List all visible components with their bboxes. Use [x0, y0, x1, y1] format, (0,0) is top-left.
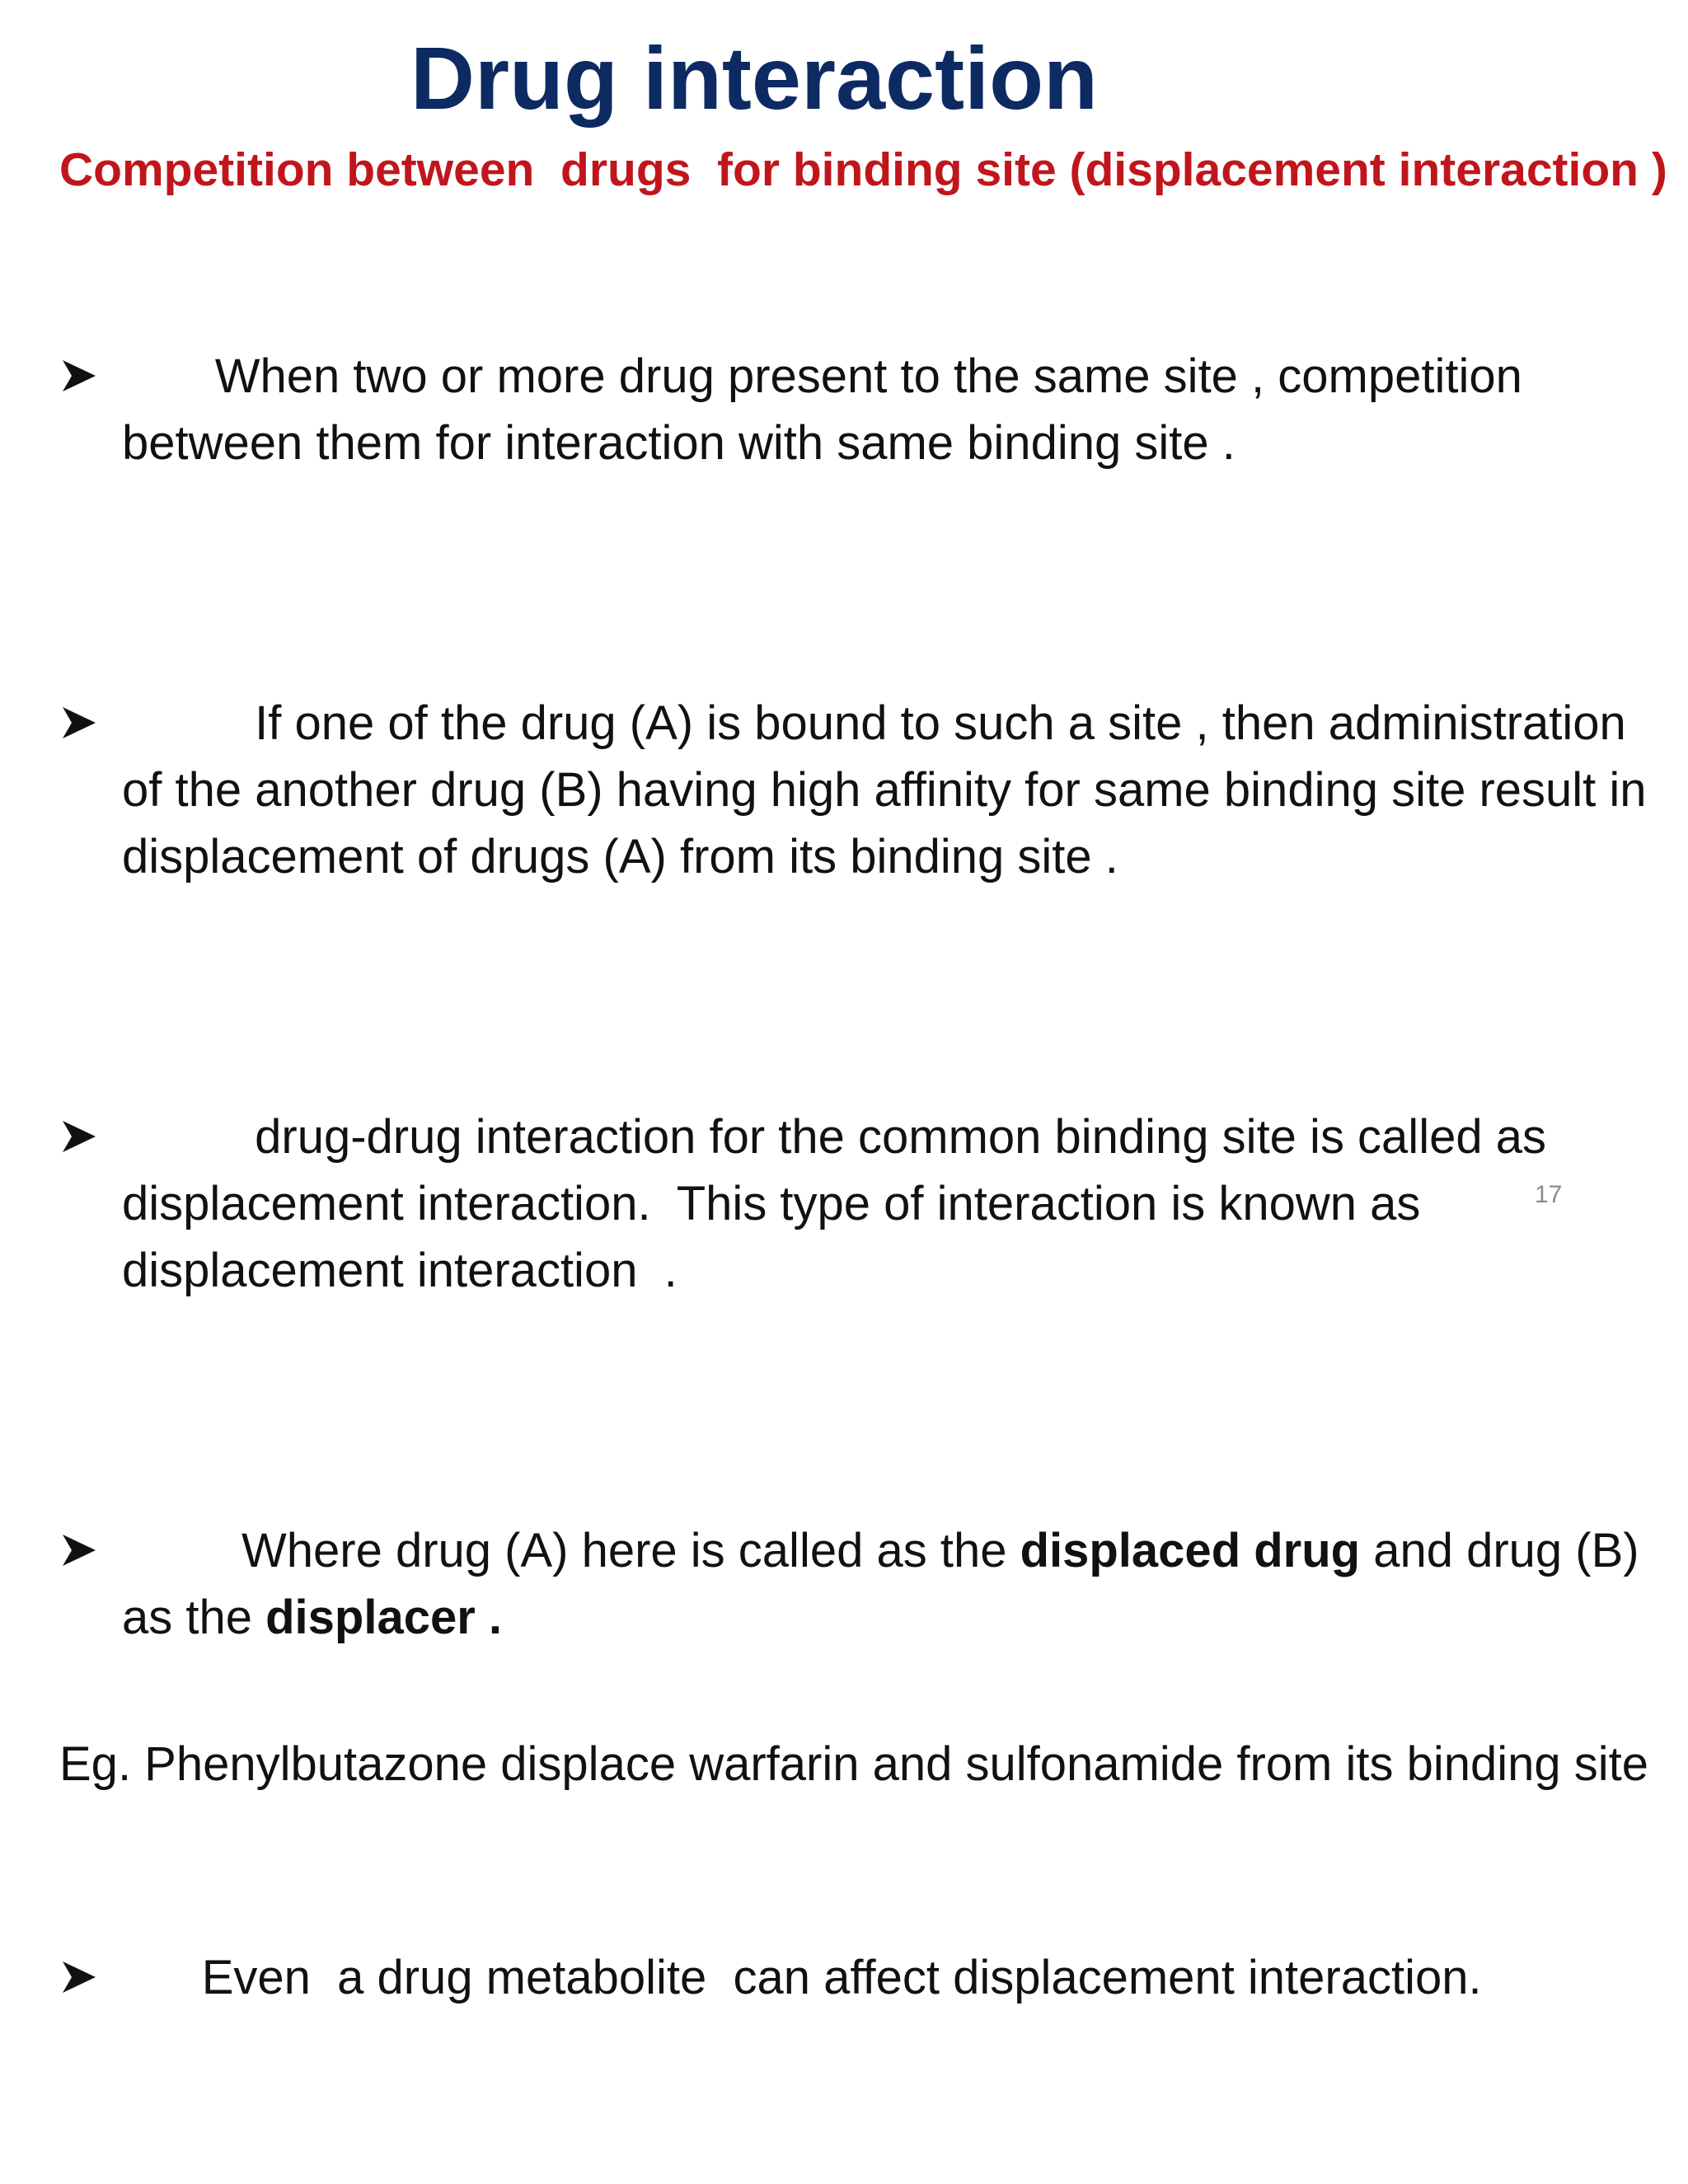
bullet-text: When two or more drug present to the same site , competition between them for interaction with same binding site .	[122, 349, 1536, 470]
bullet-item	[59, 1811, 1675, 2078]
arrowhead-bullet-icon	[59, 973, 99, 1031]
page-title: Drug interaction	[410, 28, 1099, 128]
bullet-text: Even a drug metabolite can affect displacement interaction.	[201, 1951, 1482, 2004]
arrowhead-bullet-icon	[59, 213, 99, 270]
bullet-bold-term: displaced drug	[1020, 1524, 1361, 1577]
bullet-item	[59, 209, 1675, 543]
arrowhead-bullet-icon	[59, 560, 99, 617]
bullet-text: drug-drug interaction for the common binding site is called as displacement interaction. This type of interaction is known as displacement interaction .	[122, 1110, 1560, 1297]
bullet-item	[59, 556, 1675, 957]
example-text: Eg. Phenylbutazone displace warfarin and sulfonamide from its binding site	[59, 1737, 1648, 1791]
page-number: 17	[1535, 1181, 1563, 1208]
slide-content	[59, 137, 1675, 2091]
bullet-text: If one of the drug (A) is bound to such a site , then administration of the another drug (B) having high affinity for same binding site result in displacement of drugs (A) from its binding site .	[122, 696, 1660, 883]
bullet-item	[59, 1384, 1675, 1718]
bullet-text-part: Where drug (A) here is called as the	[201, 1524, 1020, 1577]
bullet-item	[59, 970, 1675, 1371]
section-heading: Competition between drugs for binding site (displacement interaction )	[59, 143, 1667, 196]
arrowhead-bullet-icon	[59, 1387, 99, 1445]
bullet-bold-term: displacer .	[265, 1591, 503, 1644]
bullet-text-part: and drug (B) as the	[122, 1524, 1653, 1644]
arrowhead-bullet-icon	[59, 1814, 99, 1872]
